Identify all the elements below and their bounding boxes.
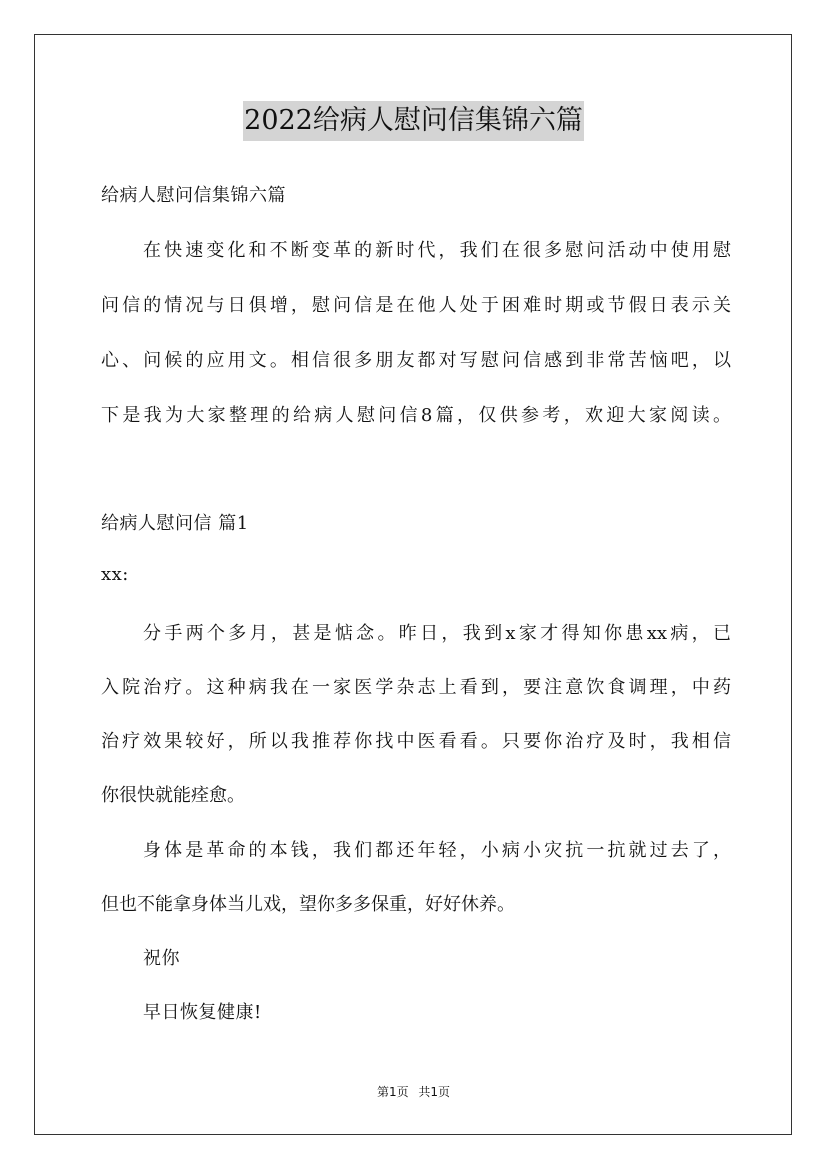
closing-line-2: 早日恢复健康!: [143, 1002, 262, 1023]
intro-line-2: 问信的情况与日俱增，慰问信是在他人处于困难时期或节假日表示关: [101, 295, 731, 316]
closing-line-1: 祝你: [143, 948, 180, 969]
para1-line-2: 入院治疗。这种病我在一家医学杂志上看到，要注意饮食调理，中药: [101, 677, 731, 698]
page-number-total: 共1页: [418, 1085, 451, 1099]
page-footer: [0, 1083, 827, 1100]
para2-line-1: 身体是革命的本钱，我们都还年轻，小病小灾抗一抗就过去了，: [143, 840, 731, 861]
document-subtitle: 给病人慰问信集锦六篇: [101, 185, 286, 206]
document-title: 2022给病人慰问信集锦六篇: [243, 101, 584, 141]
para1-line-3: 治疗效果较好，所以我推荐你找中医看看。只要你治疗及时，我相信: [101, 731, 731, 752]
intro-line-4: 下是我为大家整理的给病人慰问信8篇，仅供参考，欢迎大家阅读。: [101, 405, 731, 426]
title-container: [0, 101, 827, 141]
para1-line-4: 你很快就能痊愈。: [101, 785, 245, 806]
para1-line-1: 分手两个多月，甚是惦念。昨日，我到x家才得知你患xx病，已: [143, 623, 731, 644]
salutation: xx:: [101, 564, 129, 585]
para2-line-2: 但也不能拿身体当儿戏，望你多多保重，好好休养。: [101, 894, 515, 915]
intro-line-1: 在快速变化和不断变革的新时代，我们在很多慰问活动中使用慰: [143, 240, 731, 261]
page-number-current: 第1页: [376, 1085, 409, 1099]
intro-line-3: 心、问候的应用文。相信很多朋友都对写慰问信感到非常苦恼吧，以: [101, 350, 731, 371]
section-heading: 给病人慰问信 篇1: [101, 513, 249, 534]
